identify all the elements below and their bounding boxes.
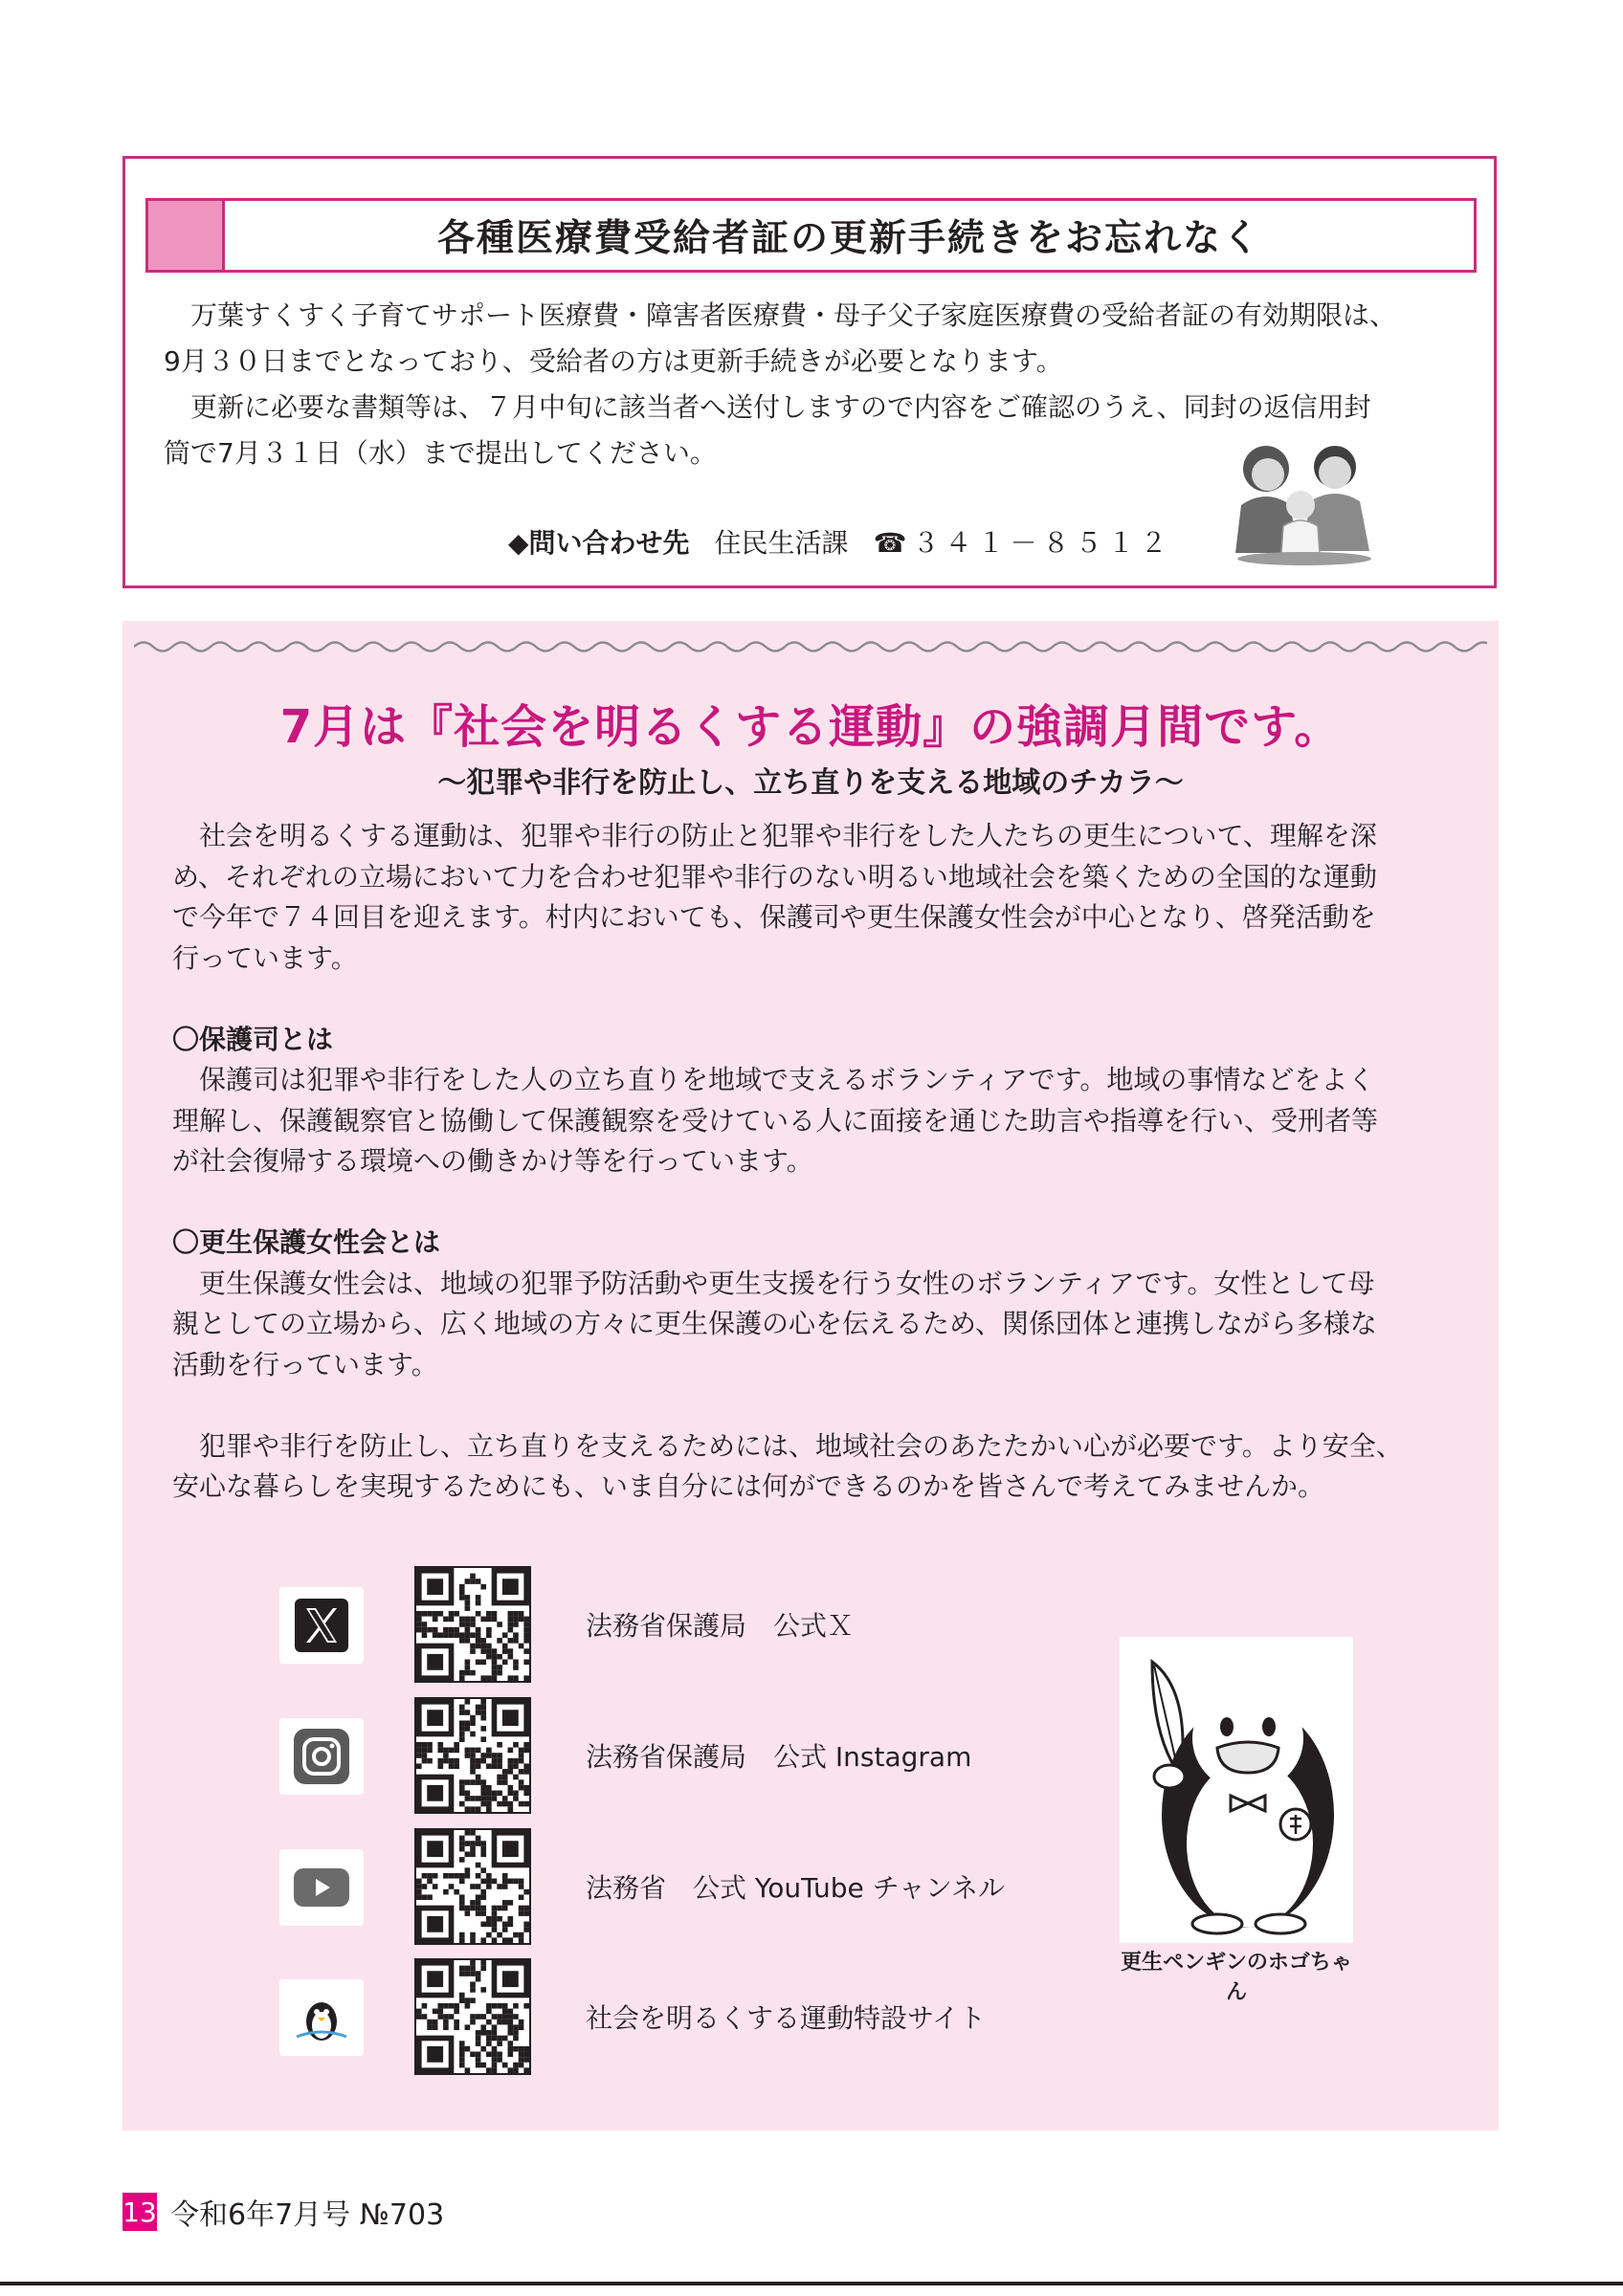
campaign-subtitle: ～犯罪や非行を防止し、立ち直りを支える地域のチカラ～	[437, 766, 1184, 800]
penguin-icon	[279, 1979, 364, 2056]
hogoshi-heading: 〇保護司とは	[172, 1023, 334, 1055]
title-accent-block	[148, 201, 225, 270]
notice-para1-line1: 万葉すくすく子育てサポート医療費・障害者医療費・母子父子家庭医療費の受給者証の有効期限は、	[190, 299, 1397, 331]
hogoshi-line: 理解し、保護観察官と協働して保護観察を受けている人に面接を通じた助言や指導を行い、受刑者等	[172, 1104, 1379, 1137]
bottom-rule	[0, 2282, 1623, 2285]
josei-line: 活動を行っています。	[172, 1348, 438, 1380]
link-label-instagram[interactable]: 法務省保護局 公式 Instagram	[586, 1741, 972, 1773]
link-row-youtube[interactable]	[122, 1828, 1079, 1945]
notice-para2-line2: 筒で7月３１日（水）まで提出してください。	[164, 437, 717, 469]
link-row-instagram[interactable]	[122, 1697, 1079, 1814]
closing-line: 安心な暮らしを実現するためにも、いま自分には何ができるのかを皆さんで考えてみませんか。	[172, 1470, 1325, 1502]
hogoshi-line: が社会復帰する環境への働きかけ等を行っています。	[172, 1145, 813, 1177]
instagram-icon	[279, 1718, 364, 1795]
link-label-x[interactable]: 法務省保護局 公式Ｘ	[586, 1610, 855, 1642]
link-label-youtube[interactable]: 法務省 公式 YouTube チャンネル	[586, 1872, 1005, 1904]
mascot-penguin-illustration	[1114, 1633, 1359, 1949]
page-number-badge: 13	[122, 2193, 157, 2231]
notice-para2-line1: 更新に必要な書類等は、７月中旬に該当者へ送付しますので内容をご確認のうえ、同封の返信用封	[190, 391, 1371, 423]
intro-line: 行っています。	[172, 941, 358, 974]
x-logo-icon	[279, 1587, 364, 1664]
notice-para1-line2: 9月３０日までとなっており、受給者の方は更新手続きが必要となります。	[164, 345, 1063, 377]
contact-label: ◆問い合わせ先	[508, 527, 690, 559]
intro-line: で今年で７４回目を迎えます。村内においても、保護司や更生保護女性会が中心となり、啓発活動を	[172, 901, 1376, 933]
issue-label: 令和6年7月号 №703	[170, 2198, 445, 2232]
mascot-caption: 更生ペンギンのホゴちゃん	[1121, 1951, 1352, 2004]
link-row-special-site[interactable]	[122, 1958, 1079, 2075]
intro-line: め、それぞれの立場において力を合わせ犯罪や非行のない明るい地域社会を築くための全国的な運動	[172, 860, 1377, 893]
josei-heading: 〇更生保護女性会とは	[172, 1226, 441, 1258]
decorative-scroll-border	[134, 638, 1487, 655]
qr-code-instagram[interactable]	[414, 1697, 531, 1814]
closing-line: 犯罪や非行を防止し、立ち直りを支えるためには、地域社会のあたたかい心が必要です。より安全、	[199, 1429, 1403, 1462]
qr-code-x[interactable]	[414, 1566, 531, 1683]
youtube-icon	[279, 1849, 364, 1926]
notice-title: 各種医療費受給者証の更新手続きをお忘れなく	[436, 217, 1261, 260]
intro-line: 社会を明るくする運動は、犯罪や非行の防止と犯罪や非行をした人たちの更生について、理解を深	[199, 820, 1377, 851]
campaign-title: 7月は『社会を明るくする運動』の強調月間です。	[279, 700, 1342, 754]
josei-line: 更生保護女性会は、地域の犯罪予防活動や更生支援を行う女性のボランティアです。女性として母	[199, 1267, 1375, 1299]
link-row-x[interactable]	[122, 1566, 1079, 1683]
josei-line: 親としての立場から、広く地域の方々に更生保護の心を伝えるため、関係団体と連携しながら多様な	[172, 1308, 1377, 1339]
contact-phone: ☎３４１－８５１２	[873, 527, 1173, 559]
qr-code-youtube[interactable]	[414, 1828, 531, 1945]
contact-department: 住民生活課	[714, 527, 849, 559]
campaign-body	[172, 816, 1455, 1508]
link-label-special-site[interactable]: 社会を明るくする運動特設サイト	[586, 2002, 987, 2034]
notice-title-bar	[145, 198, 1477, 273]
qr-code-special-site[interactable]	[414, 1958, 531, 2075]
hogoshi-line: 保護司は犯罪や非行をした人の立ち直りを地域で支えるボランティアです。地域の事情などをよく	[199, 1064, 1375, 1095]
notice-box	[122, 156, 1497, 588]
family-illustration	[1228, 438, 1381, 567]
notice-contact	[508, 522, 1172, 561]
campaign-panel	[122, 621, 1499, 2130]
